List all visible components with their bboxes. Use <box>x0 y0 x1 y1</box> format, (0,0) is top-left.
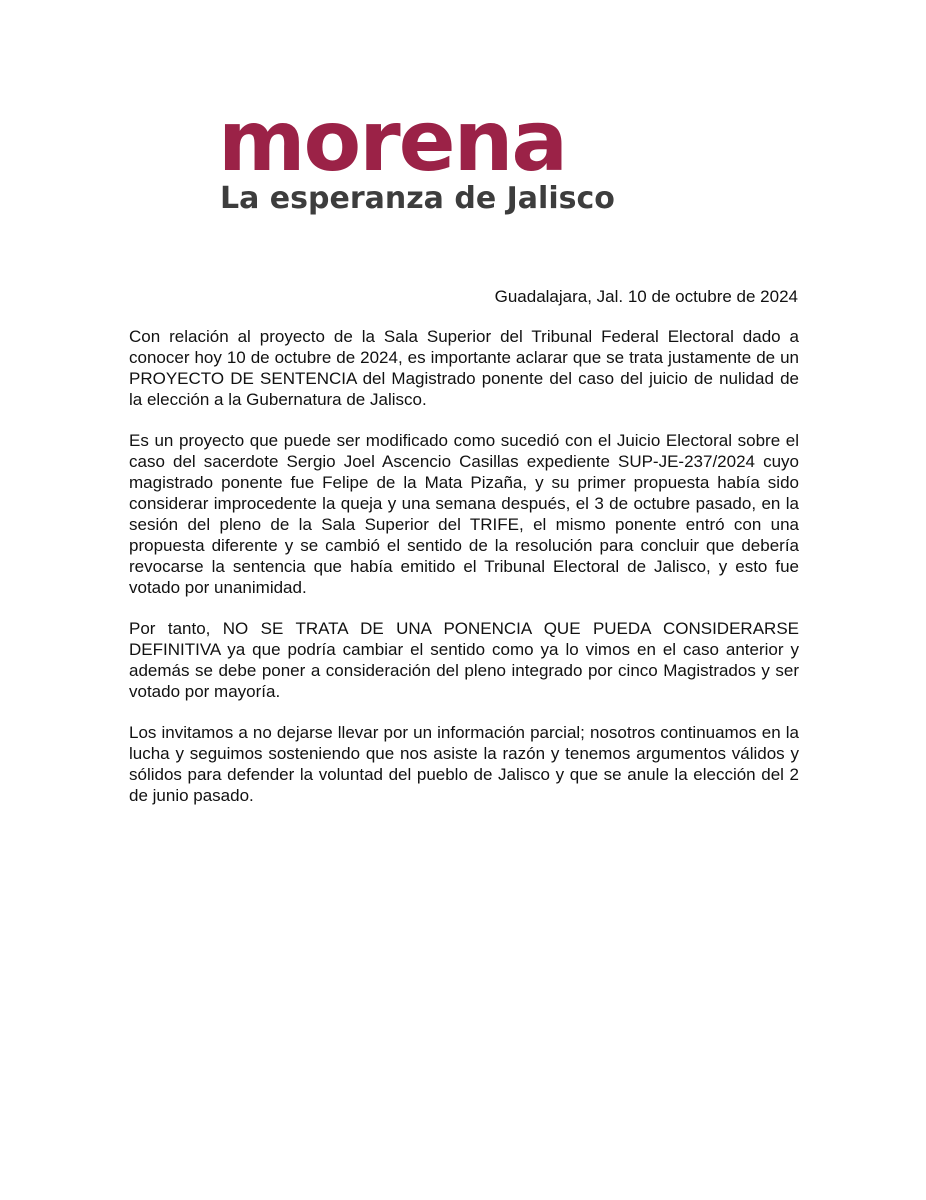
paragraph-3: Por tanto, NO SE TRATA DE UNA PONENCIA QUE PUEDA CONSIDERARSE DEFINITIVA ya que podría cambiar el sentido como ya lo vimos en el caso anterior y además se debe poner a consideración del pleno integrado por cinco Magistrados y ser votado por mayoría. <box>129 619 799 701</box>
paragraph-4: Los invitamos a no dejarse llevar por un información parcial; nosotros continuamos en la lucha y seguimos sosteniendo que nos asiste la razón y tenemos argumentos válidos y sólidos para defender la voluntad del pueblo de Jalisco y que se anule la elección del 2 de junio pasado. <box>129 723 799 805</box>
morena-logo <box>218 92 638 226</box>
paragraph-1: Con relación al proyecto de la Sala Superior del Tribunal Federal Electoral dado a conocer hoy 10 de octubre de 2024, es importante aclarar que se trata justamente de un PROYECTO DE SENTENCIA del Magistrado ponente del caso del juicio de nulidad de la elección a la Gubernatura de Jalisco. <box>129 327 799 409</box>
paragraph-2: Es un proyecto que puede ser modificado como sucedió con el Juicio Electoral sobre el caso del sacerdote Sergio Joel Ascencio Casillas expediente SUP-JE-237/2024 cuyo magistrado ponente fue Felipe de la Mata Pizaña, y su primer propuesta había sido considerar improcedente la queja y una semana después, el 3 de octubre pasado, en la sesión del pleno de la Sala Superior del TRIFE, el mismo ponente entró con una propuesta diferente y se cambió el sentido de la resolución para concluir que debería revocarse la sentencia que había emitido el Tribunal Electoral de Jalisco, y esto fue votado por unanimidad. <box>129 431 799 597</box>
document-body <box>129 326 799 826</box>
date-line: Guadalajara, Jal. 10 de octubre de 2024 <box>494 287 798 306</box>
logo-tagline: La esperanza de Jalisco <box>220 181 615 216</box>
logo-wordmark: morena <box>218 92 567 190</box>
